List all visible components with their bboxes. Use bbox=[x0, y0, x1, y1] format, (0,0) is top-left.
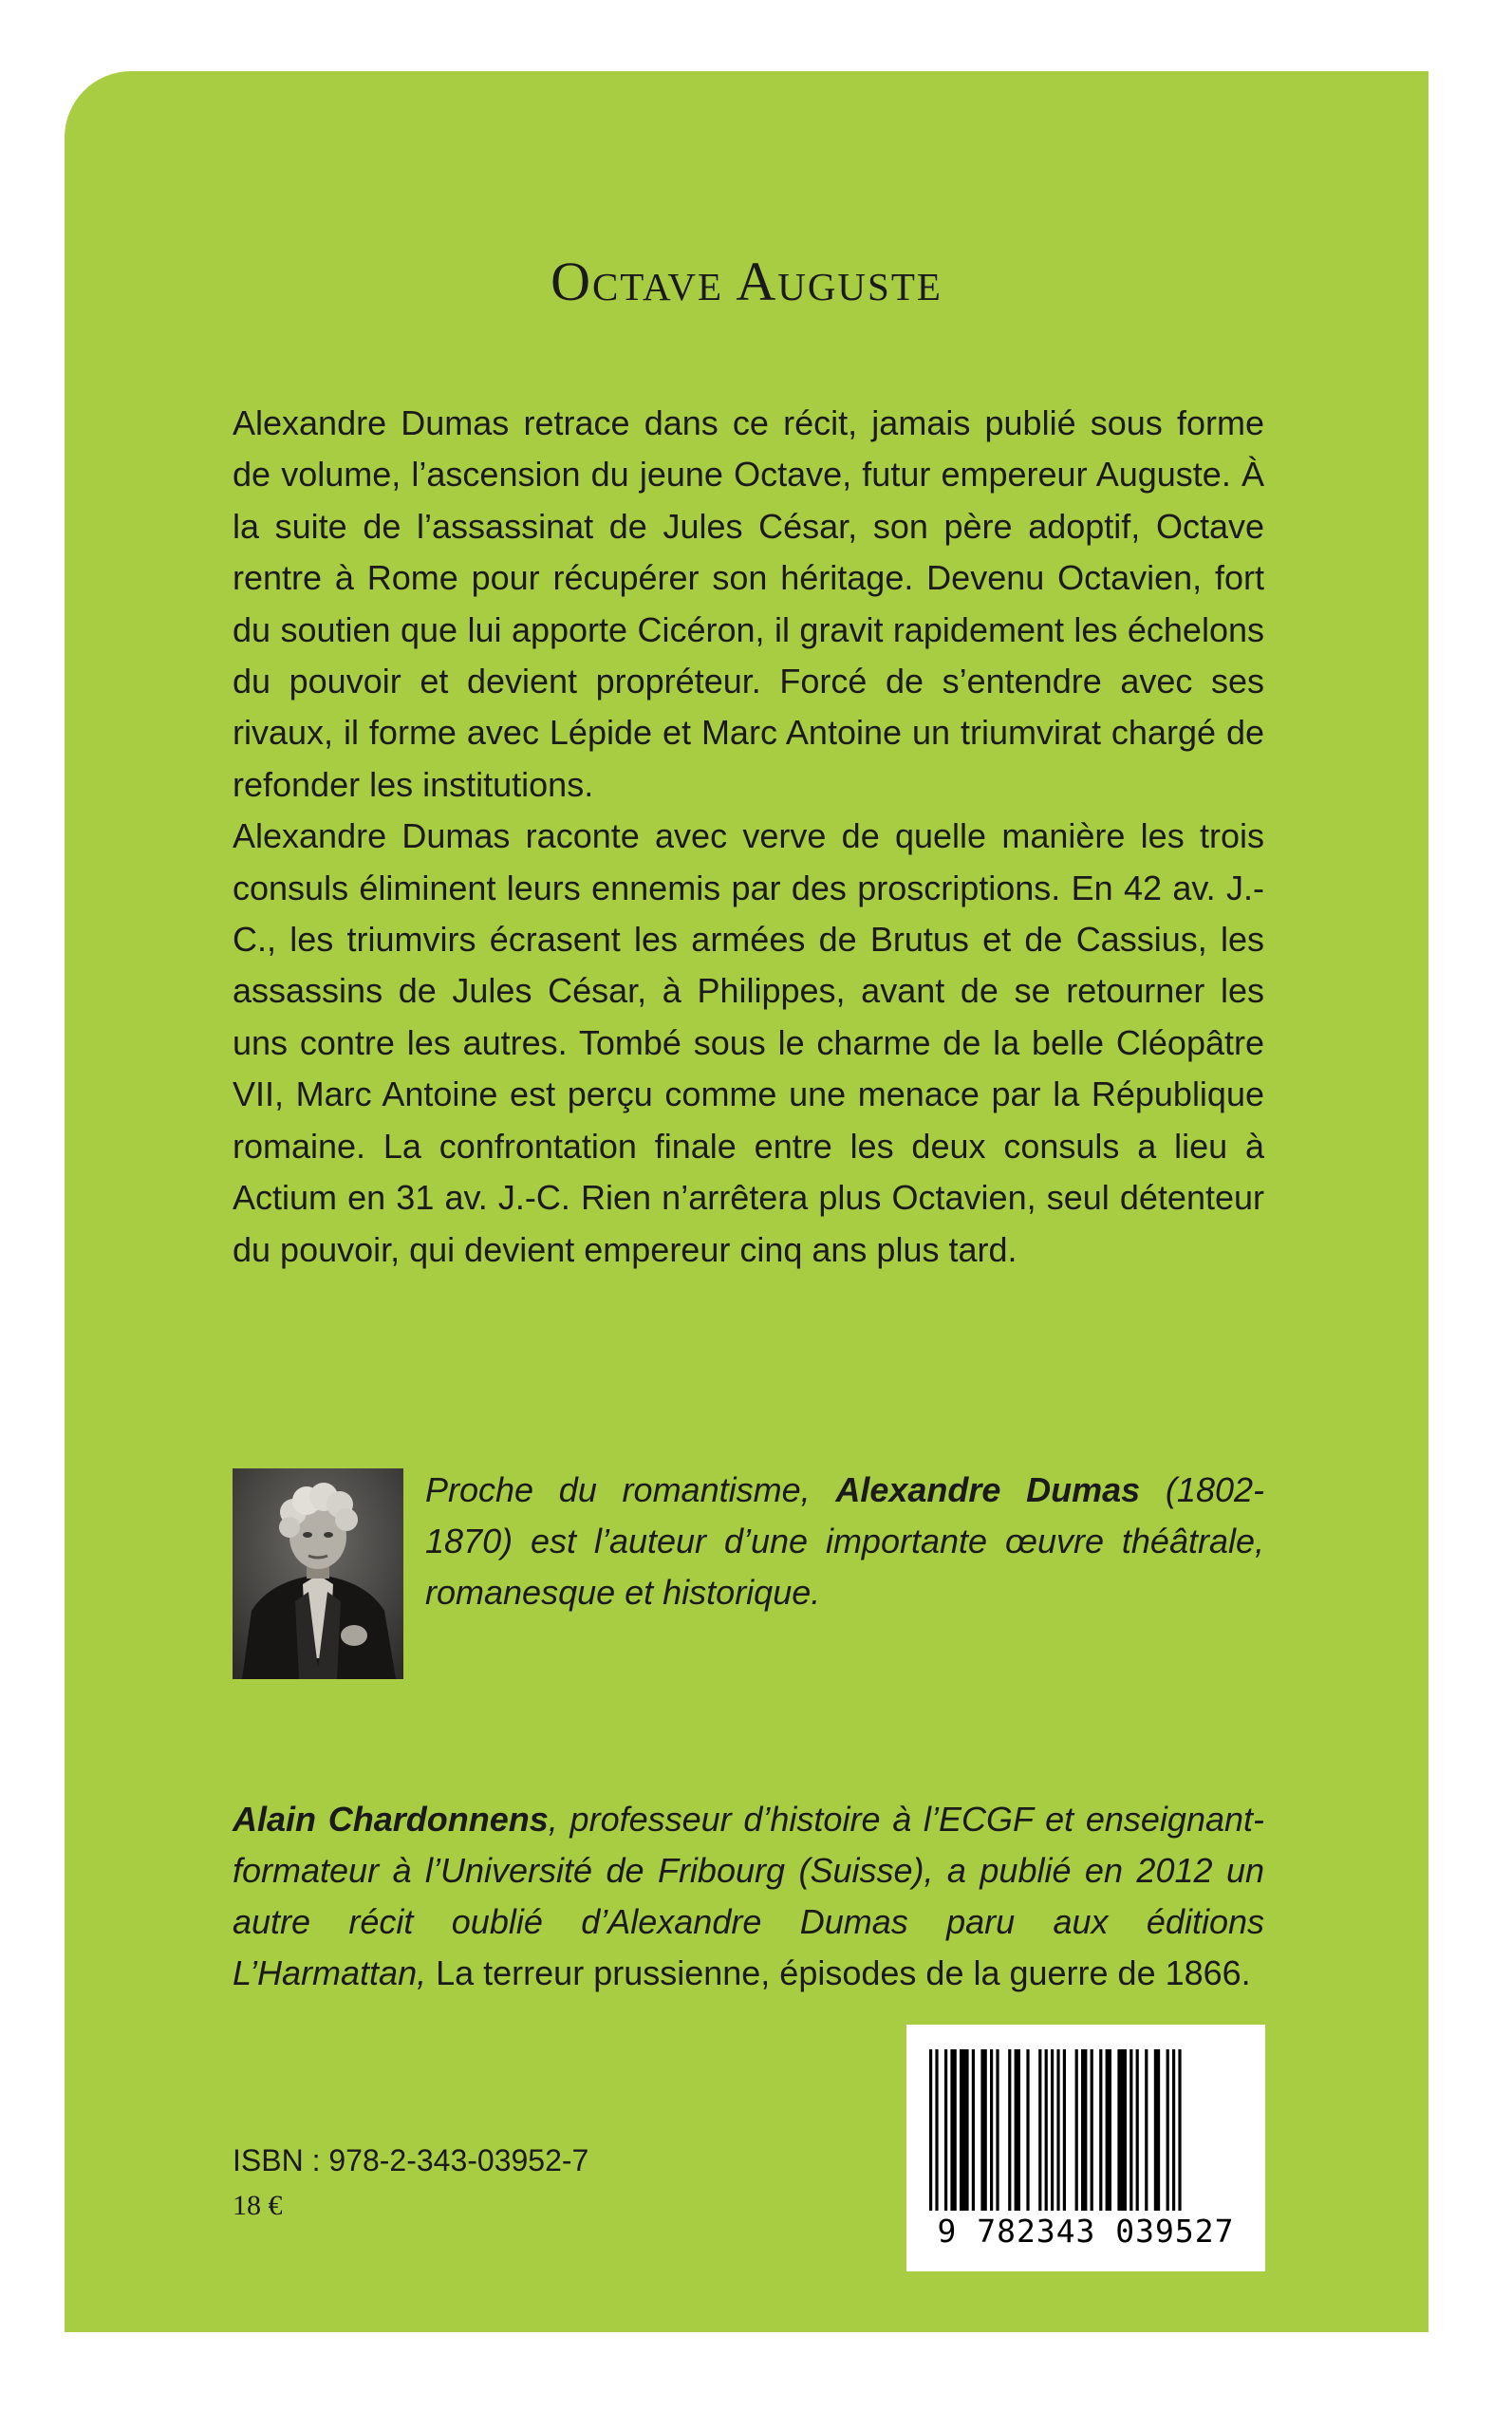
barcode-bar bbox=[980, 2049, 986, 2211]
barcode-bar bbox=[1129, 2049, 1132, 2211]
dumas-bio-text: (1802-1870) est l’auteur d’une importante œuvre théâtrale, romanesque et historique. bbox=[425, 1470, 1264, 1612]
barcode-bar bbox=[1172, 2049, 1175, 2211]
barcode-bar bbox=[990, 2049, 993, 2211]
barcode-bar bbox=[1145, 2049, 1148, 2211]
barcode-bar bbox=[1038, 2049, 1041, 2211]
back-cover bbox=[65, 71, 1428, 2332]
barcode-bar bbox=[1178, 2049, 1181, 2211]
related-book-title: La terreur prussienne, épisodes de la guerre de 1866. bbox=[426, 1953, 1251, 1992]
barcode-bar bbox=[1136, 2049, 1139, 2211]
barcode-bar bbox=[960, 2049, 969, 2211]
dumas-bio-intro: Proche du romantisme, bbox=[425, 1470, 836, 1509]
editor-bio-text: , professeur d’histoire à l’ECGF et enseignant-formateur à l’Université de Fribourg (Suisse), a publié en 2012 un autre récit oublié d’Alexandre Dumas paru aux éditions L’Harmattan, bbox=[233, 1800, 1265, 1992]
summary-paragraph-2: Alexandre Dumas raconte avec verve de quelle manière les trois consuls éliminent leurs ennemis par des proscriptions. En 42 av. J.-C., les triumvirs écrasent les armées de Brutus et de Cassius, les assassins de Jules César, à Philippes, avant de se retourner les uns contre les autres. Tombé sous le charme de la belle Cléopâtre VII, Marc Antoine est perçu comme une menace par la République romaine. La confrontation finale entre les deux consuls a lieu à Actium en 31 av. J.-C. Rien n’arrêtera plus Octavien, seul détenteur du pouvoir, qui devient empereur cinq ans plus tard. bbox=[233, 816, 1264, 1269]
barcode-bar bbox=[996, 2049, 999, 2211]
barcode-bar bbox=[1091, 2049, 1093, 2211]
barcode-bar bbox=[1117, 2049, 1127, 2211]
barcode-bar bbox=[944, 2049, 947, 2211]
barcode-bar bbox=[929, 2049, 932, 2211]
barcode-bar bbox=[1106, 2049, 1111, 2211]
barcode-bar bbox=[1099, 2049, 1102, 2211]
barcode-bar bbox=[1063, 2049, 1066, 2211]
dumas-name: Alexandre Dumas bbox=[835, 1470, 1141, 1509]
barcode-bar bbox=[1008, 2049, 1011, 2211]
dumas-portrait-image bbox=[233, 1468, 403, 1679]
book-summary bbox=[233, 398, 1264, 1276]
barcode-bar bbox=[1015, 2049, 1020, 2211]
barcode-bar bbox=[1075, 2049, 1078, 2211]
barcode-bar bbox=[935, 2049, 938, 2211]
summary-paragraph-1: Alexandre Dumas retrace dans ce récit, jamais publié sous forme de volume, l’ascension du jeune Octave, futur empereur Auguste. À la suite de l’assassinat de Jules César, son père adoptif, Octave rentre à Rome pour récupérer son héritage. Devenu Octavien, fort du soutien que lui apporte Cicéron, il gravit rapidement les échelons du pouvoir et devient propréteur. Forcé de s’entendre avec ses rivaux, il forme avec Lépide et Marc Antoine un triumvirat chargé de refonder les institutions. bbox=[233, 403, 1264, 804]
barcode-bar bbox=[1026, 2049, 1029, 2211]
book-title: Octave Auguste bbox=[551, 251, 943, 312]
barcode-bar bbox=[1154, 2049, 1160, 2211]
barcode-bar bbox=[1051, 2049, 1054, 2211]
author-portrait bbox=[233, 1468, 403, 1679]
barcode-number: 9 782343 039527 bbox=[937, 2213, 1235, 2250]
barcode-bar bbox=[972, 2049, 975, 2211]
editor-bio bbox=[233, 1794, 1264, 1999]
barcode-bar bbox=[1045, 2049, 1048, 2211]
barcode-bar bbox=[1167, 2049, 1169, 2211]
barcode-bar bbox=[1056, 2049, 1059, 2211]
editor-name: Alain Chardonnens bbox=[233, 1800, 549, 1839]
barcode-bar bbox=[950, 2049, 956, 2211]
barcode-bars bbox=[925, 2049, 1246, 2211]
barcode bbox=[906, 2025, 1265, 2271]
barcode-bar bbox=[1081, 2049, 1087, 2211]
isbn-label: ISBN : 978-2-343-03952-7 bbox=[233, 2143, 589, 2177]
dumas-bio bbox=[425, 1465, 1264, 1618]
price-label: 18 € bbox=[233, 2190, 283, 2221]
